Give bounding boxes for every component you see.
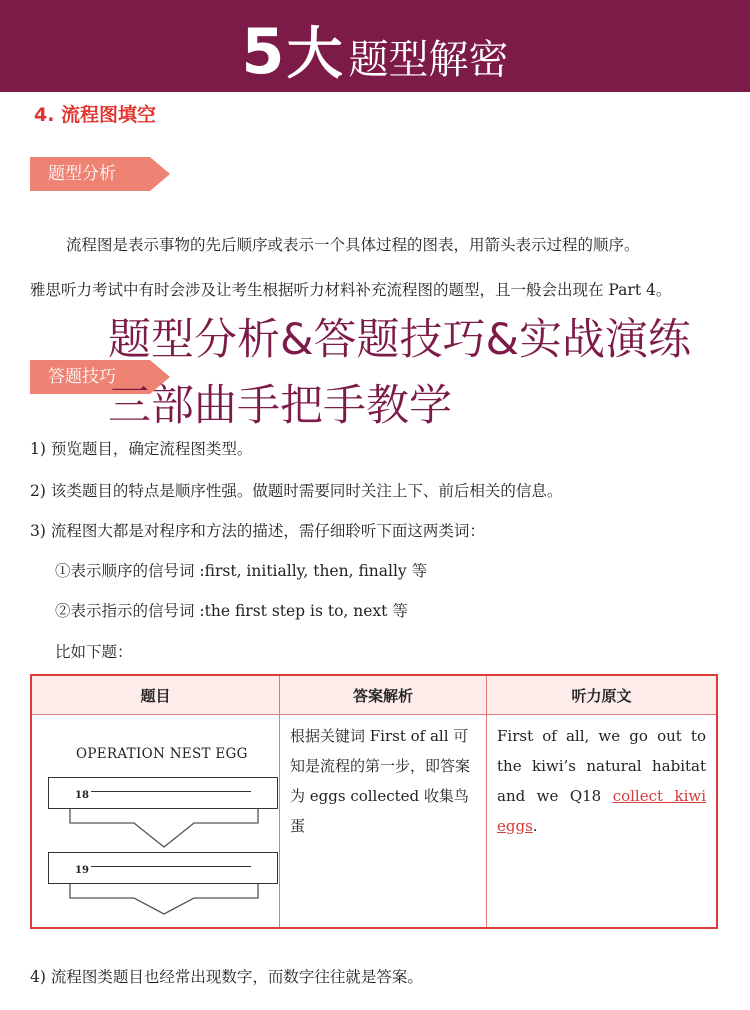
banner-title [0, 10, 750, 90]
list-item: ②表示指示的信号词 :the first step is to, next 等 [55, 602, 408, 620]
flowchart-box-18 [48, 777, 278, 809]
flowchart-box-19 [48, 852, 278, 884]
section-title: 4. 流程图填空 [34, 104, 157, 126]
box-number: 18 [75, 790, 89, 801]
table-header: 题目 [31, 675, 280, 715]
tag-tips: 答题技巧 [30, 360, 150, 394]
down-arrow-icon [42, 884, 287, 920]
list-item: 比如下题： [55, 643, 133, 661]
table-row [31, 715, 717, 929]
banner-big-char: 大 [286, 22, 343, 87]
analysis-text: 根据关键词 First of all 可知是流程的第一步，即答案为 eggs collected 收集鸟蛋 [290, 727, 471, 835]
example-table [30, 674, 718, 929]
table-header-row [31, 675, 717, 715]
transcript-text: First of all, we go out to the kiwi’s natural habitat and we Q18 [497, 727, 706, 805]
table-header: 听力原文 [487, 675, 718, 715]
table-header: 答案解析 [280, 675, 487, 715]
list-item: ①表示顺序的信号词 :first, initially, then, finally 等 [55, 562, 428, 580]
paragraph-1: 流程图是表示事物的先后顺序或表示一个具体过程的图表，用箭头表示过程的顺序。 [66, 236, 640, 254]
transcript-answer: collect kiwi eggs [497, 787, 706, 835]
flowchart-diagram [42, 721, 287, 921]
overlay-headline-1: 题型分析&答题技巧&实战演练 [108, 315, 692, 365]
header-banner [0, 0, 750, 92]
tag-analysis: 题型分析 [30, 157, 150, 191]
overlay-headline-2: 三部曲手把手教学 [108, 381, 452, 431]
transcript-end: . [532, 817, 538, 835]
list-item: 3) 流程图大都是对程序和方法的描述，需仔细聆听下面这两类词： [30, 522, 485, 540]
answer-blank [91, 866, 251, 867]
down-arrow-icon [42, 809, 287, 851]
list-item: 4) 流程图类题目也经常出现数字，而数字往往就是答案。 [30, 968, 423, 986]
analysis-cell [280, 715, 487, 929]
paragraph-2: 雅思听力考试中有时会涉及让考生根据听力材料补充流程图的题型，且一般会出现在 Part 4。 [30, 281, 672, 299]
box-number: 19 [75, 865, 89, 876]
list-item: 1) 预览题目，确定流程图类型。 [30, 440, 253, 458]
transcript-cell [487, 715, 718, 929]
list-item: 2) 该类题目的特点是顺序性强。做题时需要同时关注上下、前后相关的信息。 [30, 482, 563, 500]
flowchart-cell [31, 715, 280, 929]
banner-subtitle: 题型解密 [348, 37, 509, 83]
flowchart-title: OPERATION NEST EGG [76, 746, 248, 762]
banner-number: 5 [241, 15, 287, 88]
answer-blank [91, 791, 251, 792]
